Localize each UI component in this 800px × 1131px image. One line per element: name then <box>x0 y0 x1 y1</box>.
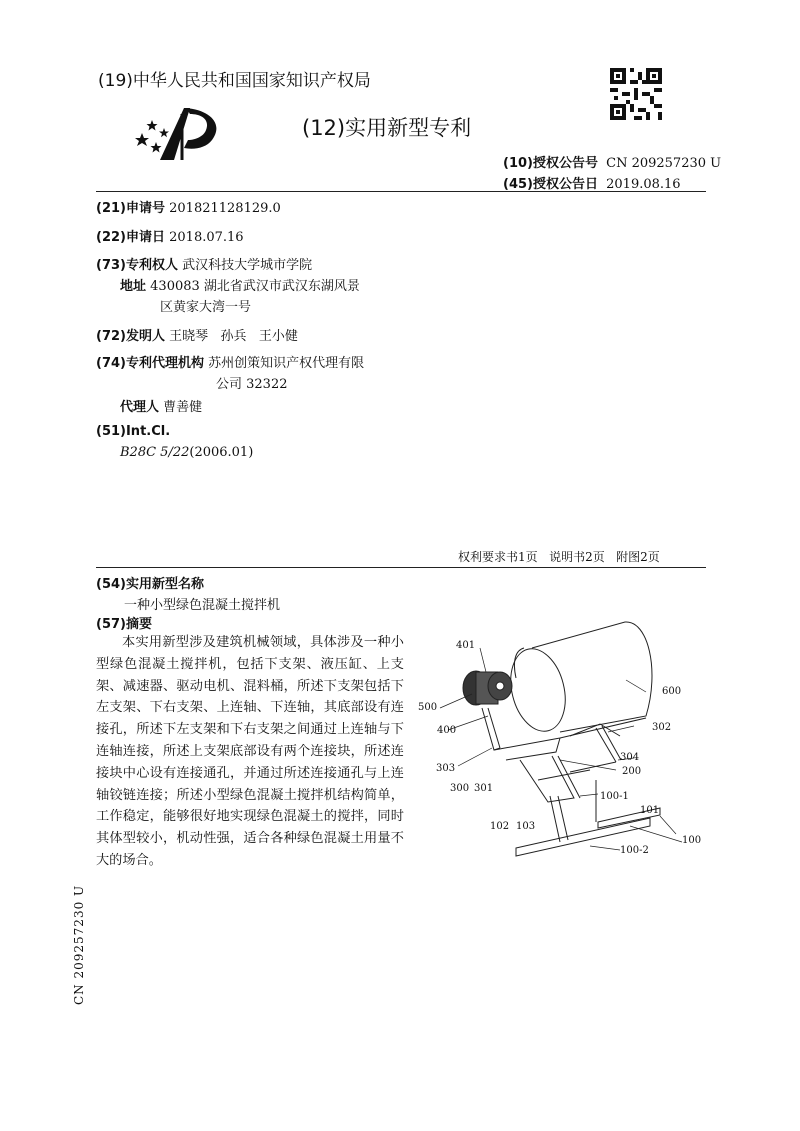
figure-label: 100-2 <box>620 845 649 856</box>
figure-label: 200 <box>622 766 642 777</box>
patent-agent-label: 代理人 <box>120 400 160 415</box>
address <box>120 275 360 294</box>
int-cl <box>96 424 170 439</box>
cnipa-logo-icon <box>132 100 232 166</box>
application-number-value: 201821128129.0 <box>169 201 281 216</box>
utility-model-title: 一种小型绿色混凝土搅拌机 <box>124 598 281 613</box>
mixer-drawing <box>420 620 720 860</box>
motor-reducer <box>463 671 512 705</box>
address-line-1: 430083 湖北省武汉市武汉东湖风景 <box>150 279 360 294</box>
application-date-value: 2018.07.16 <box>169 230 244 245</box>
publication-date-value: 2019.08.16 <box>606 177 681 192</box>
patent-agency-label: (74)专利代理机构 <box>96 356 204 371</box>
publication-date <box>503 173 681 192</box>
application-date-label: (22)申请日 <box>96 230 165 245</box>
patentee-label: (73)专利权人 <box>96 258 178 273</box>
patent-agency-line-2: 公司 32322 <box>216 377 288 392</box>
publication-number <box>503 152 721 171</box>
mixing-drum <box>503 622 652 737</box>
publication-number-value: CN 209257230 U <box>606 156 722 171</box>
address-line-2: 区黄家大湾一号 <box>160 300 252 315</box>
figure-label: 500 <box>418 702 438 713</box>
side-publication-number: CN 209257230 U <box>72 884 86 1005</box>
patent-agency <box>96 352 364 371</box>
publication-number-label: (10)授权公告号 <box>503 156 598 171</box>
patentee <box>96 254 312 273</box>
figure-label: 300 <box>450 783 470 794</box>
abstract-text: 本实用新型涉及建筑机械领域，具体涉及一种小型绿色混凝土搅拌机，包括下支架、液压缸、上支架、减速器、驱动电机、混料桶，所述下支架包括下左支架、下右支架、上连轴、下连轴，其底部设有连接孔，所述下左支架和下右支架之间通过上连轴与下连轴连接，所述上支架底部设有两个连接块，所述连接块中心设有连接通孔，并通过所述连接通孔与上连轴铰链连接；所述小型绿色混凝土搅拌机结构简单，工作稳定，能够很好地实现绿色混凝土的搅拌，同时其体型较小，机动性强，适合各种绿色混凝土用量不大的场合。 <box>96 635 404 868</box>
figure-label: 100 <box>682 835 702 846</box>
int-cl-classification <box>120 445 253 460</box>
office-name: (19)中华人民共和国国家知识产权局 <box>98 71 371 91</box>
patentee-value: 武汉科技大学城市学院 <box>182 258 313 273</box>
patent-agent-value: 曹善健 <box>163 400 203 415</box>
patent-agent <box>120 396 202 415</box>
figure-label: 103 <box>516 821 536 832</box>
int-cl-code: B28C 5/22 <box>120 445 190 460</box>
figure-label: 301 <box>474 783 494 794</box>
document-type: (12)实用新型专利 <box>302 116 472 140</box>
qr-code-icon <box>610 68 662 120</box>
utility-model-title-label <box>96 573 204 592</box>
figure-label: 401 <box>456 640 476 651</box>
inventors <box>96 325 298 344</box>
inventors-value: 王晓琴 孙兵 王小健 <box>169 329 298 344</box>
publication-date-label: (45)授权公告日 <box>503 177 598 192</box>
figure-label: 101 <box>640 805 660 816</box>
summary-divider <box>96 567 706 568</box>
patent-agency-line-1: 苏州创策知识产权代理有限 <box>208 356 365 371</box>
application-number-label: (21)申请号 <box>96 201 165 216</box>
application-number <box>96 197 281 216</box>
abstract-label: (57)摘要 <box>96 617 152 632</box>
figure-label: 100-1 <box>600 791 629 802</box>
figure-label: 400 <box>437 725 457 736</box>
inventors-label: (72)发明人 <box>96 329 165 344</box>
figure-label: 302 <box>652 722 672 733</box>
header-divider <box>96 191 706 192</box>
pages-summary: 权利要求书1页 说明书2页 附图2页 <box>458 550 660 564</box>
int-cl-year: (2006.01) <box>189 445 254 460</box>
address-label: 地址 <box>120 279 147 294</box>
figure-label: 600 <box>662 686 682 697</box>
int-cl-label: (51)Int.Cl. <box>96 424 171 439</box>
application-date <box>96 226 244 245</box>
hydraulic-cylinder <box>596 726 621 762</box>
figure-label: 102 <box>490 821 510 832</box>
figure-label: 303 <box>436 763 456 774</box>
title-label: (54)实用新型名称 <box>96 577 204 592</box>
figure-label: 304 <box>620 752 640 763</box>
abstract-heading <box>96 613 152 632</box>
